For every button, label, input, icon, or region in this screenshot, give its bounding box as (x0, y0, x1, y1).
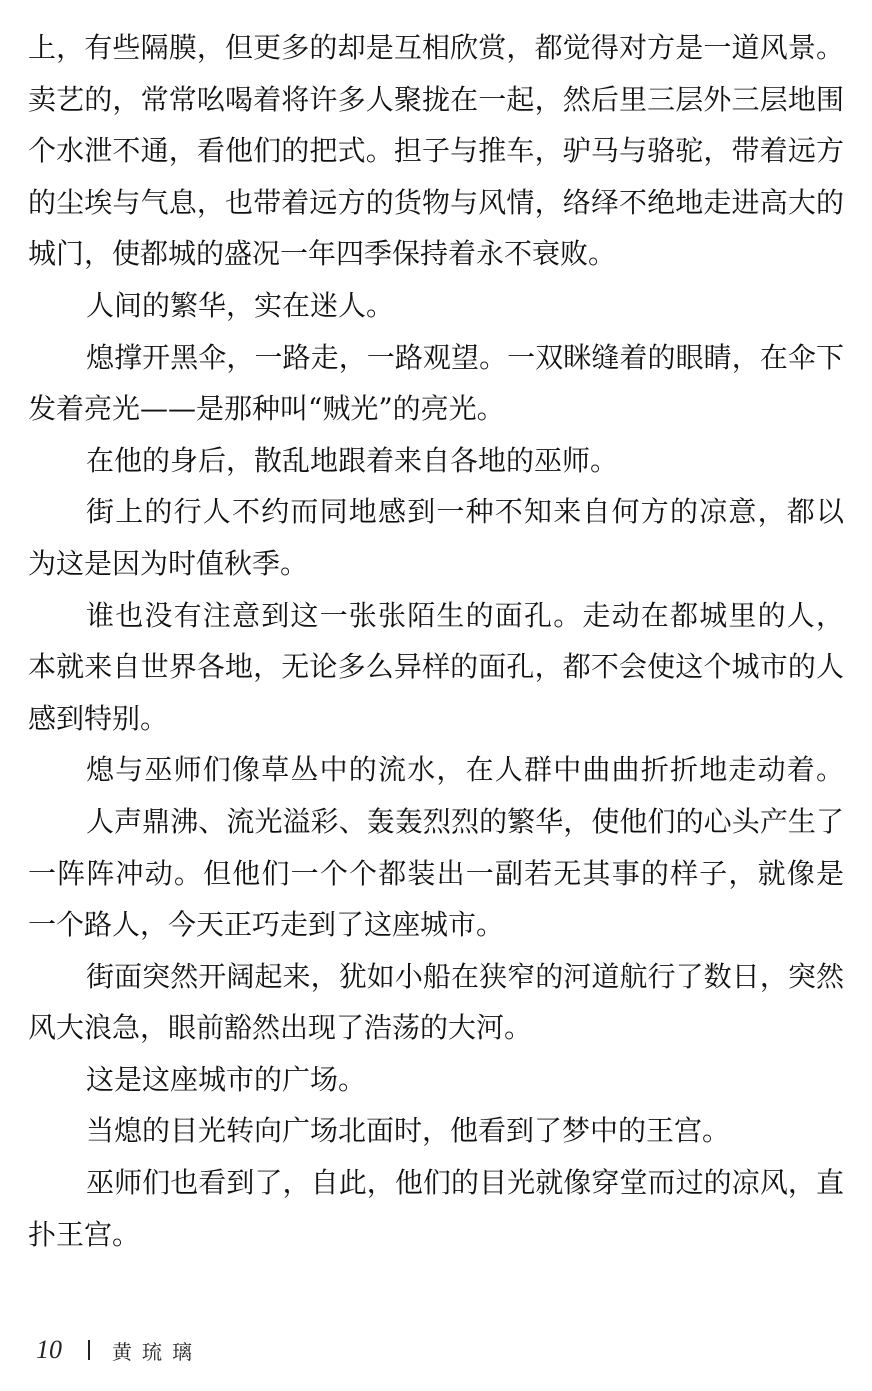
text-line: 发着亮光——是那种叫“贼光”的亮光。 (28, 392, 505, 426)
text-line: 一阵阵冲动。但他们一个个都装出一副若无其事的样子，就像是 (28, 856, 844, 890)
text-line: 谁也没有注意到这一张张陌生的面孔。走动在都城里的人， (86, 598, 844, 632)
text-line: 人间的繁华，实在迷人。 (86, 288, 395, 322)
text-line: 熄撑开黑伞，一路走，一路观望。一双眯缝着的眼睛，在伞下 (86, 340, 844, 374)
text-line: 街上的行人不约而同地感到一种不知来自何方的凉意，都以 (86, 495, 844, 529)
text-line: 当熄的目光转向广场北面时，他看到了梦中的王宫。 (86, 1114, 731, 1148)
text-line: 熄与巫师们像草丛中的流水，在人群中曲曲折折地走动着。 (86, 753, 844, 787)
text-line: 扑王宫。 (28, 1217, 141, 1251)
text-line: 这是这座城市的广场。 (86, 1062, 367, 1096)
page-number: 10 (36, 1335, 62, 1364)
text-line: 上，有些隔膜，但更多的却是互相欣赏，都觉得对方是一道风景。 (28, 31, 844, 64)
page-body (28, 22, 844, 1260)
text-line: 街面突然开阔起来，犹如小船在狭窄的河道航行了数日，突然 (86, 959, 844, 993)
text-line: 为这是因为时值秋季。 (28, 546, 309, 580)
text-line: 城门，使都城的盛况一年四季保持着永不衰败。 (28, 237, 617, 271)
text-line: 在他的身后，散乱地跟着来自各地的巫师。 (86, 443, 619, 477)
footer-separator (88, 1340, 90, 1360)
text-line: 巫师们也看到了，自此，他们的目光就像穿堂而过的凉风，直 (86, 1166, 844, 1200)
text-line: 感到特别。 (28, 701, 169, 735)
text-line: 卖艺的，常常吆喝着将许多人聚拢在一起，然后里三层外三层地围 (28, 82, 844, 116)
page-footer (36, 1332, 202, 1368)
running-title: 黄琉璃 (112, 1339, 202, 1364)
text-line: 风大浪急，眼前豁然出现了浩荡的大河。 (28, 1011, 533, 1045)
text-line: 个水泄不通，看他们的把式。担子与推车，驴马与骆驼，带着远方 (28, 134, 844, 168)
text-line: 人声鼎沸、流光溢彩、轰轰烈烈的繁华，使他们的心头产生了 (86, 804, 844, 838)
text-line: 一个路人，今天正巧走到了这座城市。 (28, 908, 505, 942)
text-line: 本就来自世界各地，无论多么异样的面孔，都不会使这个城市的人 (28, 650, 844, 684)
text-line: 的尘埃与气息，也带着远方的货物与风情，络绎不绝地走进高大的 (28, 185, 844, 219)
